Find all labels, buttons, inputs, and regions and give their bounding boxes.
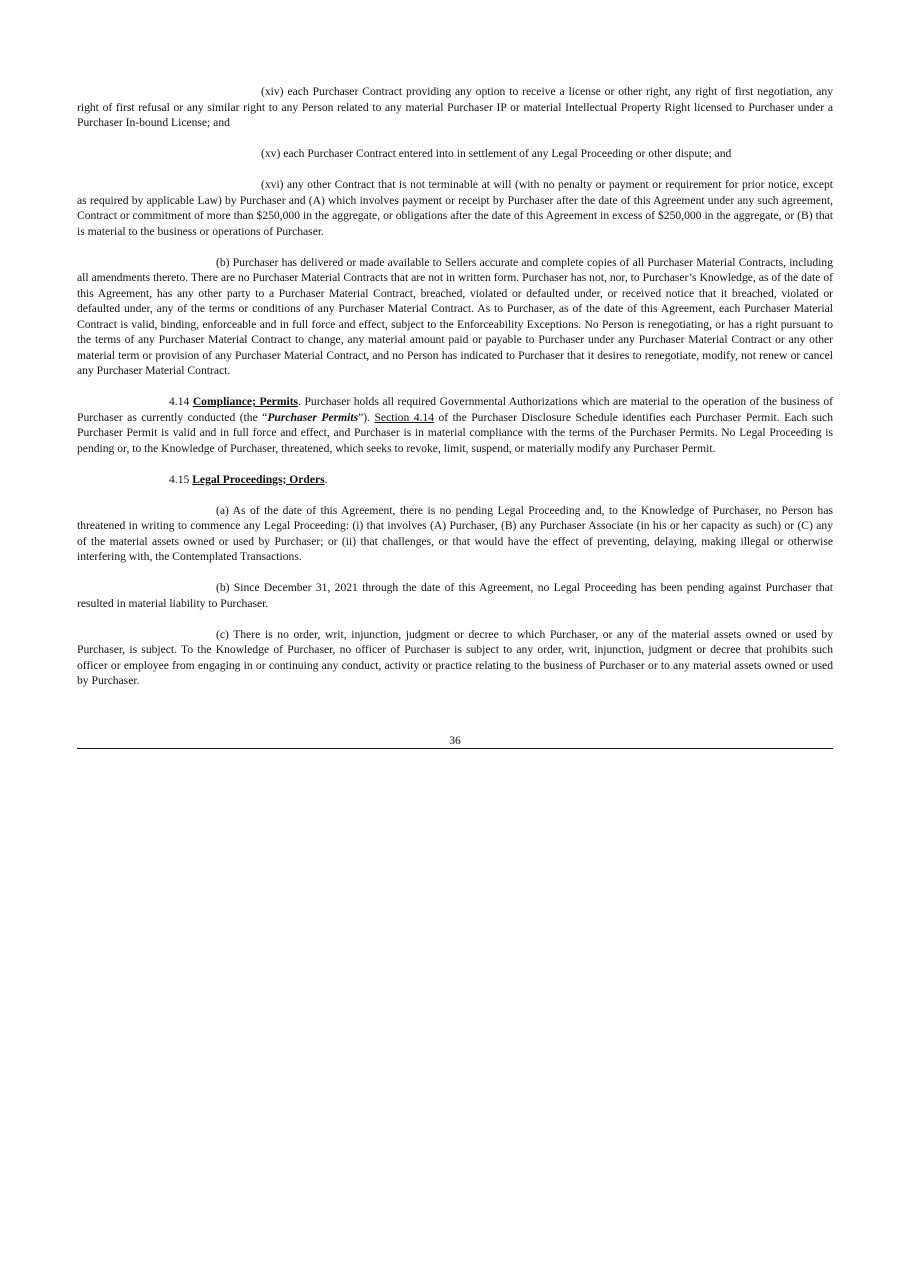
clause-xv: (xv) each Purchaser Contract entered into in settlement of any Legal Proceeding or other dispute; and bbox=[261, 147, 732, 160]
section-4-15-heading: Legal Proceedings; Orders bbox=[192, 472, 325, 486]
section-4-15-period: . bbox=[324, 472, 328, 486]
section-4-14 bbox=[77, 394, 833, 456]
footer-rule bbox=[77, 748, 833, 749]
paragraph-4-15-a: (a) As of the date of this Agreement, there is no pending Legal Proceeding and, to the Knowledge of Purchaser, no Person has threatened in writing to commence any Legal Proceeding: (i) that involves (A) Purchaser, (B) any Purchaser Associate (in his or her capacity as such) or (C) any of the material assets owned or used by Purchaser; or (ii) that challenges, or that would have the effect of preventing, delaying, making illegal or otherwise interfering with, the Contemplated Transactions. bbox=[77, 503, 833, 563]
paragraph-b-material-contracts: (b) Purchaser has delivered or made available to Sellers accurate and complete copies of all Purchaser Material Contracts, including all amendments thereto. There are no Purchaser Material Contracts that are not in written form. Purchaser has not, nor, to Purchaser’s Knowledge, as of the date of this Agreement, has any other party to a Purchaser Material Contract, breached, violated or defaulted under, or received notice that it breached, violated or defaulted under, any of the terms or conditions of any Purchaser Material Contract. As to Purchaser, as of the date of this Agreement, each Purchaser Material Contract is valid, binding, enforceable and in full force and effect, subject to the Enforceability Exceptions. No Person is renegotiating, or has a right pursuant to the terms of any Purchaser Material Contract to change, any material amount paid or payable to Purchaser under any Purchaser Material Contract or any other material term or provision of any Purchaser Material Contract, and no Person has indicated to Purchaser that it desires to renegotiate, modify, not renew or cancel any Purchaser Material Contract. bbox=[77, 255, 833, 377]
defined-term-purchaser-permits: Purchaser Permits bbox=[267, 410, 359, 424]
page-number: 36 bbox=[449, 734, 461, 747]
section-4-14-text-1: . Purchaser holds all required Governmental Authorizations which are material to the operation of the business of Purchaser as currently conducted (the “ bbox=[77, 395, 834, 424]
paragraph-4-15-b: (b) Since December 31, 2021 through the date of this Agreement, no Legal Proceeding has been pending against Purchaser that resulted in material liability to Purchaser. bbox=[77, 581, 833, 610]
document-body bbox=[77, 84, 833, 704]
section-4-14-heading: Compliance; Permits bbox=[192, 395, 299, 408]
clause-xvi: (xvi) any other Contract that is not terminable at will (with no penalty or payment or requirement for prior notice, except as required by applicable Law) by Purchaser and (A) which involves payment or receipt by Purchaser after the date of this Agreement under any such agreement, Contract or commitment of more than $250,000 in the aggregate, or obligations after the date of this Agreement in excess of $250,000 in the aggregate, or (B) that is material to the business or operations of Purchaser. bbox=[77, 178, 833, 238]
section-4-15-heading-line bbox=[77, 472, 833, 488]
section-4-14-text-2: ”). bbox=[358, 410, 375, 424]
section-4-14-text-3: of the Purchaser Disclosure Schedule identifies each Purchaser Permit. Each such Purchaser Permit is valid and in full force and effect, and Purchaser is in material compliance with the terms of the Purchaser Permits. No Legal Proceeding is pending or, to the Knowledge of Purchaser, threatened, which seeks to revoke, limit, suspend, or materially modify any Purchaser Permit. bbox=[77, 410, 833, 455]
section-4-15-number: 4.15 bbox=[169, 472, 193, 486]
section-4-14-number: 4.14 bbox=[169, 395, 193, 408]
clause-xiv: (xiv) each Purchaser Contract providing any option to receive a license or other right, any right of first negotiation, any right of first refusal or any similar right to any Person related to any material Purchaser IP or material Intellectual Property Right licensed to Purchaser under a Purchaser In-bound License; and bbox=[77, 85, 833, 129]
paragraph-4-15-c: (c) There is no order, writ, injunction, judgment or decree to which Purchaser, or any of the material assets owned or used by Purchaser, is subject. To the Knowledge of Purchaser, no officer of Purchaser is subject to any order, writ, injunction, judgment or decree that prohibits such officer or employee from engaging in or continuing any conduct, activity or practice relating to the business of Purchaser or to any material assets owned or used by Purchaser. bbox=[77, 627, 833, 687]
section-reference-4-14: Section 4.14 bbox=[374, 410, 435, 424]
